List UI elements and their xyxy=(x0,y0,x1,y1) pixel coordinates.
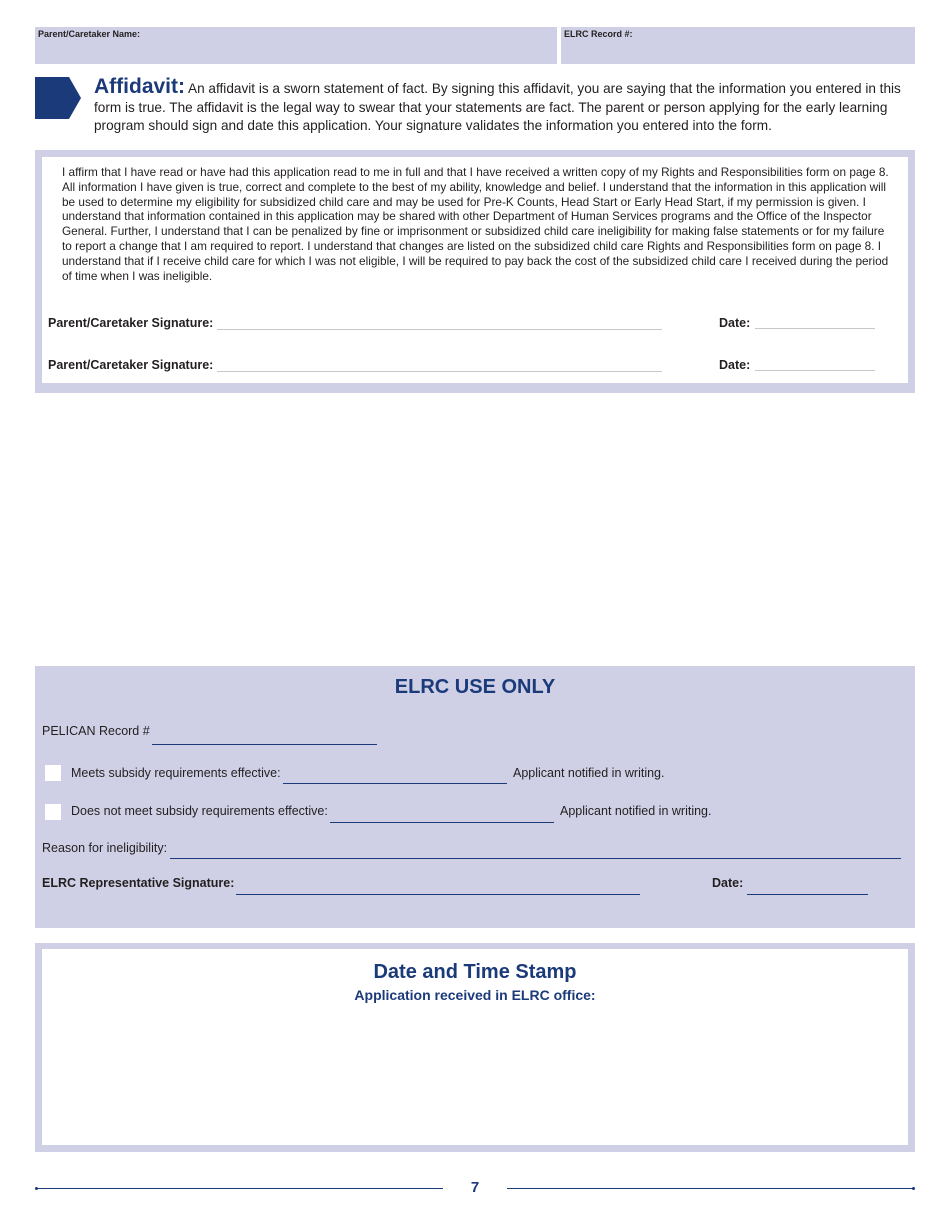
date-line-2[interactable] xyxy=(755,359,875,371)
footer-dot-right xyxy=(912,1187,915,1190)
reason-label: Reason for ineligibility: xyxy=(42,841,168,855)
footer-dot-left xyxy=(35,1187,38,1190)
affidavit-intro-block xyxy=(94,75,912,136)
affidavit-inner xyxy=(42,157,908,383)
parent-name-field[interactable] xyxy=(35,27,557,64)
stamp-title: Date and Time Stamp xyxy=(373,961,577,983)
not-meet-checkbox[interactable] xyxy=(45,804,61,820)
stamp-inner xyxy=(42,949,908,1145)
arrow-marker-icon xyxy=(35,77,81,119)
pelican-input[interactable] xyxy=(152,728,377,745)
elrc-record-label: ELRC Record #: xyxy=(564,29,633,39)
stamp-subtitle: Application received in ELRC office: xyxy=(354,987,596,1003)
footer-rule-right xyxy=(507,1188,913,1189)
elrc-record-field[interactable] xyxy=(561,27,915,64)
parent-name-label: Parent/Caretaker Name: xyxy=(38,29,141,39)
rep-date-label: Date: xyxy=(712,876,744,890)
date-label-1: Date: xyxy=(719,316,751,330)
signature-label-1: Parent/Caretaker Signature: xyxy=(48,316,214,330)
signature-line-1[interactable] xyxy=(217,317,662,330)
rep-date-input[interactable] xyxy=(747,878,868,895)
meets-checkbox[interactable] xyxy=(45,765,61,781)
date-label-2: Date: xyxy=(719,358,751,372)
not-meet-label: Does not meet subsidy requirements effective: xyxy=(71,804,328,818)
affidavit-intro-text: An affidavit is a sworn statement of fact. By signing this affidavit, you are saying that the information you entered in this form is true. The affidavit is the legal way to swear that your statements are fact. The parent or person applying for the early learning program should sign and date this application. Your signature validates the information you entered into the form. xyxy=(94,81,901,133)
meets-notified-label: Applicant notified in writing. xyxy=(513,766,665,780)
affidavit-statement: I affirm that I have read or have had this application read to me in full and that I have received a written copy of my Rights and Responsibilities form on page 8. All information I have given is true, correct and complete to the best of my ability, knowledge and belief. I understand that the information in this application will be used to determine my eligibility for subsidized child care and may be used for Pre-K Counts, Head Start or Early Head Start, if my permission is given. I understand that information contained in this application may be shared with other Department of Human Services programs and the Office of the Inspector General. Further, I understand that I can be penalized by fine or imprisonment or subsidized child care ineligibility for making false statements or for my failure to report a change that I am required to report. I understand that changes are listed on the subsidized child care Rights and Responsibilities form on page 8. I understand that if I receive child care for which I was not eligible, I will be required to pay back the cost of the subsidized child care I received during the period of time when I was ineligible. xyxy=(62,165,889,283)
pelican-label: PELICAN Record # xyxy=(42,724,150,738)
stamp-section xyxy=(35,943,915,1152)
not-meet-notified-label: Applicant notified in writing. xyxy=(560,804,712,818)
date-line-1[interactable] xyxy=(755,317,875,329)
signature-label-2: Parent/Caretaker Signature: xyxy=(48,358,214,372)
reason-input[interactable] xyxy=(170,842,901,859)
signature-line-2[interactable] xyxy=(217,359,662,372)
footer-rule-left xyxy=(37,1188,443,1189)
affidavit-title: Affidavit: xyxy=(94,75,185,98)
page-number: 7 xyxy=(470,1179,480,1196)
elrc-use-only-section xyxy=(35,666,915,928)
meets-label: Meets subsidy requirements effective: xyxy=(71,766,281,780)
affidavit-box xyxy=(35,150,915,393)
elrc-title: ELRC USE ONLY xyxy=(394,676,556,698)
rep-signature-label: ELRC Representative Signature: xyxy=(42,876,235,890)
meets-date-input[interactable] xyxy=(283,767,507,784)
not-meet-date-input[interactable] xyxy=(330,806,554,823)
rep-signature-input[interactable] xyxy=(236,878,640,895)
